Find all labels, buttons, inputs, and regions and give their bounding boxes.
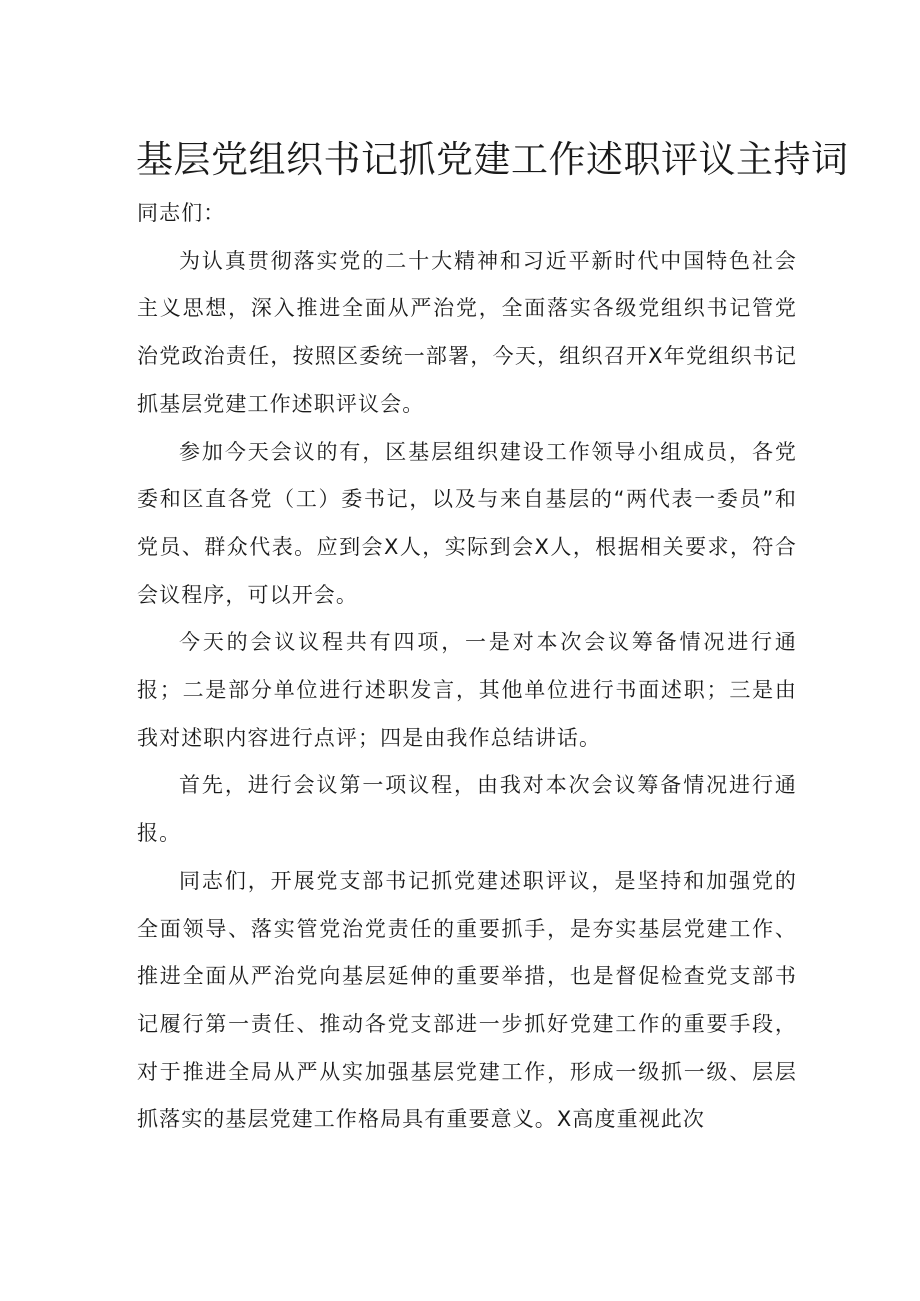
paragraph: 参加今天会议的有，区基层组织建设工作领导小组成员，各党委和区直各党（工）委书记，以及与来自基层的“两代表一委员”和党员、群众代表。应到会X人，实际到会X人，根据相关要求，符合会议程序，可以开会。 [137, 439, 797, 607]
paragraph: 首先，进行会议第一项议程，由我对本次会议筹备情况进行通报。 [137, 773, 797, 846]
document-body [137, 190, 797, 1144]
document-title: 基层党组织书记抓党建工作述职评议主持词 [136, 138, 849, 181]
paragraph: 同志们，开展党支部书记抓党建述职评议，是坚持和加强党的全面领导、落实管党治党责任的重要抓手，是夯实基层党建工作、推进全面从严治党向基层延伸的重要举措，也是督促检查党支部书记履行第一责任、推动各党支部进一步抓好党建工作的重要手段，对于推进全局从严从实加强基层党建工作，形成一级抓一级、层层抓落实的基层党建工作格局具有重要意义。X高度重视此次 [137, 868, 797, 1132]
paragraph: 为认真贯彻落实党的二十大精神和习近平新时代中国特色社会主义思想，深入推进全面从严治党，全面落实各级党组织书记管党治党政治责任，按照区委统一部署，今天，组织召开X年党组织书记抓基层党建工作述职评议会。 [137, 248, 797, 416]
paragraph: 今天的会议议程共有四项，一是对本次会议筹备情况进行通报；二是部分单位进行述职发言，其他单位进行书面述职；三是由我对述职内容进行点评；四是由我作总结讲话。 [137, 630, 797, 750]
salutation: 同志们： [137, 201, 226, 225]
